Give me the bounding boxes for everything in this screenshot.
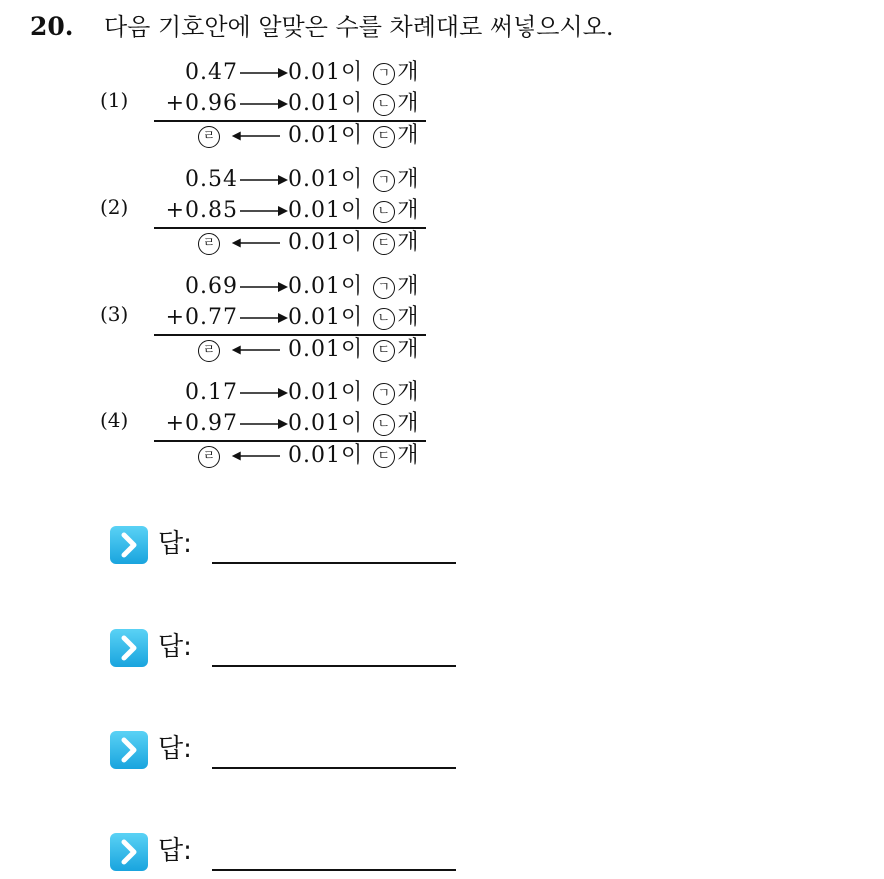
answer-4 — [110, 829, 470, 879]
unit-text: 0.01이 ㄱ 개 — [288, 167, 420, 192]
answer-label: 답: — [158, 734, 192, 764]
answer-1 — [110, 522, 470, 572]
problem-2 — [100, 165, 440, 265]
bottom-number: +0.96 — [165, 91, 238, 116]
answer-3 — [110, 727, 470, 777]
right-arrow-icon — [240, 196, 290, 226]
row-top — [154, 378, 434, 408]
answer-2 — [110, 625, 470, 675]
problem-3 — [100, 272, 440, 372]
top-number: 0.54 — [185, 167, 238, 192]
right-arrow-icon — [240, 378, 290, 408]
problem-label: (1) — [100, 88, 129, 112]
question-text: 다음 기호안에 알맞은 수를 차례대로 써넣으시오. — [104, 13, 614, 41]
problem-label: (3) — [100, 302, 129, 326]
answer-blank[interactable] — [212, 767, 456, 769]
left-arrow-icon — [230, 335, 280, 365]
bottom-number: +0.97 — [165, 411, 238, 436]
circled-mark-d: ㄹ — [198, 126, 220, 148]
problem-label: (4) — [100, 408, 129, 432]
answer-label: 답: — [158, 632, 192, 662]
unit-text: 0.01이 ㄱ 개 — [288, 380, 420, 405]
right-arrow-icon — [240, 89, 290, 119]
left-arrow-icon — [230, 121, 280, 151]
problem-1 — [100, 58, 440, 158]
right-arrow-icon — [240, 409, 290, 439]
top-number: 0.69 — [185, 274, 238, 299]
row-result — [154, 441, 434, 471]
problem-label: (2) — [100, 195, 129, 219]
answer-blank[interactable] — [212, 562, 456, 564]
circled-mark-b: ㄴ — [373, 94, 395, 116]
unit-text: 0.01이 ㄴ 개 — [288, 411, 420, 436]
row-bottom — [154, 89, 434, 119]
chevron-right-icon — [110, 629, 148, 667]
row-bottom — [154, 303, 434, 333]
circled-mark-d: ㄹ — [198, 340, 220, 362]
chevron-right-icon — [110, 731, 148, 769]
unit-text: 0.01이 ㄴ 개 — [288, 91, 420, 116]
unit-text: 0.01이 ㄱ 개 — [288, 274, 420, 299]
circled-mark-c: ㄷ — [373, 126, 395, 148]
circled-mark-c: ㄷ — [373, 340, 395, 362]
circled-mark-d: ㄹ — [198, 233, 220, 255]
unit-text: 0.01이 ㄴ 개 — [288, 305, 420, 330]
answer-blank[interactable] — [212, 869, 456, 871]
unit-text: 0.01이 ㄴ 개 — [288, 198, 420, 223]
circled-mark-c: ㄷ — [373, 233, 395, 255]
unit-text: 0.01이 ㄱ 개 — [288, 60, 420, 85]
right-arrow-icon — [240, 58, 290, 88]
left-arrow-icon — [230, 228, 280, 258]
answer-label: 답: — [158, 529, 192, 559]
row-result — [154, 121, 434, 151]
unit-text: 0.01이 ㄷ 개 — [288, 443, 420, 468]
row-top — [154, 272, 434, 302]
chevron-right-icon — [110, 833, 148, 871]
row-top — [154, 165, 434, 195]
left-arrow-icon — [230, 441, 280, 471]
bottom-number: +0.77 — [165, 305, 238, 330]
row-result — [154, 228, 434, 258]
question-number: 20. — [30, 12, 74, 41]
circled-mark-b: ㄴ — [373, 308, 395, 330]
circled-mark-b: ㄴ — [373, 201, 395, 223]
row-result — [154, 335, 434, 365]
circled-mark-b: ㄴ — [373, 414, 395, 436]
top-number: 0.47 — [185, 60, 238, 85]
right-arrow-icon — [240, 303, 290, 333]
circled-mark-a: ㄱ — [373, 63, 395, 85]
right-arrow-icon — [240, 272, 290, 302]
unit-text: 0.01이 ㄷ 개 — [288, 123, 420, 148]
circled-mark-a: ㄱ — [373, 277, 395, 299]
circled-mark-a: ㄱ — [373, 170, 395, 192]
row-bottom — [154, 409, 434, 439]
circled-mark-d: ㄹ — [198, 446, 220, 468]
answer-blank[interactable] — [212, 665, 456, 667]
answer-label: 답: — [158, 836, 192, 866]
right-arrow-icon — [240, 165, 290, 195]
unit-text: 0.01이 ㄷ 개 — [288, 337, 420, 362]
problem-4 — [100, 378, 440, 478]
bottom-number: +0.85 — [165, 198, 238, 223]
row-top — [154, 58, 434, 88]
circled-mark-c: ㄷ — [373, 446, 395, 468]
chevron-right-icon — [110, 526, 148, 564]
top-number: 0.17 — [185, 380, 238, 405]
row-bottom — [154, 196, 434, 226]
unit-text: 0.01이 ㄷ 개 — [288, 230, 420, 255]
circled-mark-a: ㄱ — [373, 383, 395, 405]
